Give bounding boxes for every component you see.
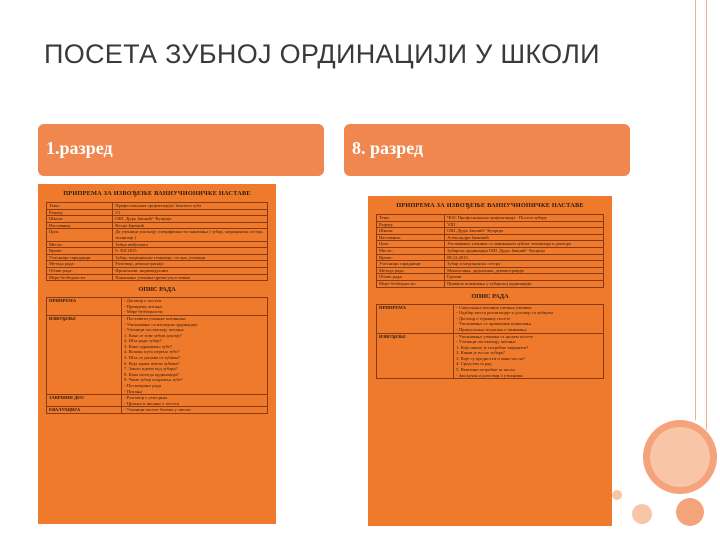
grade-8-steps-table bbox=[376, 304, 604, 380]
table-row bbox=[47, 209, 268, 216]
grade-1-header: 1.разред bbox=[38, 124, 324, 176]
row-label: Школа: bbox=[47, 216, 113, 223]
grade-1-lesson-plan bbox=[38, 184, 276, 524]
grade-8-lesson-plan bbox=[368, 196, 612, 526]
grade-8-info-table bbox=[376, 214, 604, 288]
row-label: Школа: bbox=[377, 228, 445, 235]
table-row bbox=[47, 222, 268, 229]
row-value: Монолошка, дијалошка, демонстрације bbox=[445, 267, 604, 274]
table-row bbox=[377, 333, 604, 379]
row-label: Мере безбедности: bbox=[377, 280, 445, 287]
row-value: - Упознавање ученика са циљем посете - Ученици постављају питања: 1. Које школе је потребно завршити? 2. Какав је посао зубара? 3. Које су предности и мане посла? 4. Средства за рад 5. Вештине потребне за посао - Закључак и разговор о утисцима bbox=[454, 333, 604, 379]
row-value: ЧОС Професионална оријентација - Посета зубару bbox=[445, 215, 604, 222]
row-value: - Поставити ученике питањима - Упознавање са изгледом ординације - Ученици постављају питања: 1. Како се зове зубни доктор? 2. Шта ради зубар? 3. Како одржавамо зубе? 4. Колико пута перемо зубе? 5. Шта се дешава са зубима? 6. Која храна штети зубима? 7. Зашто идемо код зубара? 8. Како изгледа ординација? 9. Чиме зубар поправља зубе? - Посматрање рада - Питања bbox=[122, 315, 268, 394]
row-label: Разред: bbox=[47, 209, 113, 216]
row-label: Место: bbox=[47, 241, 113, 248]
grade-1-section-title: ОПИС РАДА bbox=[138, 286, 176, 294]
row-label: Учесници сарадници: bbox=[47, 254, 113, 261]
table-row bbox=[377, 304, 604, 333]
table-row bbox=[47, 298, 268, 316]
table-row bbox=[47, 407, 268, 414]
row-label: Циљ: bbox=[47, 229, 113, 241]
row-label: ЗАВРШНИ ДЕО bbox=[47, 395, 122, 407]
table-row bbox=[377, 254, 604, 261]
row-label: Циљ: bbox=[377, 241, 445, 248]
row-value: Понашање ученика према упутствима bbox=[113, 274, 268, 281]
table-row bbox=[47, 254, 268, 261]
table-row bbox=[377, 234, 604, 241]
row-label: Тема: bbox=[377, 215, 445, 222]
table-row bbox=[47, 203, 268, 210]
decorative-circle bbox=[612, 490, 622, 500]
row-value: Весна Јеремић bbox=[113, 222, 268, 229]
row-value: Разговор, демонстрација bbox=[113, 261, 268, 268]
row-value: Зубарска ординација ОШ „Ђуро Јакшић“ Ћуприја bbox=[445, 247, 604, 254]
row-label: Наставник: bbox=[377, 234, 445, 241]
row-label: Облик рада: bbox=[377, 274, 445, 281]
table-row bbox=[47, 261, 268, 268]
row-label: Разред: bbox=[377, 221, 445, 228]
row-value: - Сакупљање писаних питања ученика - Одабир места реализације и договор са зубаром - Договор о термину посете - Упознавање са правилима понашања - Прикупљање података о занимању bbox=[454, 304, 604, 333]
decorative-circle bbox=[676, 498, 704, 526]
row-value: Зубар и медицинска сестра bbox=[445, 261, 604, 268]
row-value: - Ученици посете бележе у свеске bbox=[122, 407, 268, 414]
row-label: Време: bbox=[377, 254, 445, 261]
row-value: Фронтални, индивидуални bbox=[113, 267, 268, 274]
grade-1-info-table bbox=[46, 202, 268, 281]
table-row bbox=[47, 248, 268, 255]
row-value: ОШ „Ђуро Јакшић“ Ћуприја bbox=[445, 228, 604, 235]
table-row bbox=[377, 215, 604, 222]
table-row bbox=[47, 267, 268, 274]
row-label: ИЗВОЂЕЊЕ bbox=[377, 333, 454, 379]
row-value: Правила понашања у зубарској ординацији bbox=[445, 280, 604, 287]
grade-1-steps-table bbox=[46, 297, 268, 414]
row-label: Метода рада: bbox=[377, 267, 445, 274]
row-value: VIII bbox=[445, 221, 604, 228]
table-row bbox=[377, 280, 604, 287]
decorative-line bbox=[706, 0, 707, 430]
row-label: Наставник: bbox=[47, 222, 113, 229]
row-label: ЕВАЛУАЦИЈА bbox=[47, 407, 122, 414]
row-value: ОШ „Ђуро Јакшић“ Ћуприја bbox=[113, 216, 268, 223]
row-label: Мере безбедности: bbox=[47, 274, 113, 281]
decorative-circle bbox=[650, 427, 710, 487]
row-label: Тема: bbox=[47, 203, 113, 210]
row-value: 9. XII 2015. bbox=[113, 248, 268, 255]
row-value: Упознавање ученика са занимањем зубног техничара и доктора bbox=[445, 241, 604, 248]
table-row bbox=[47, 315, 268, 394]
row-value: - Разговор о утисцима - Цртање и писање о посети bbox=[122, 395, 268, 407]
row-label: Време: bbox=[47, 248, 113, 255]
row-label: ПРИПРЕМА bbox=[47, 298, 122, 316]
row-value: Да ученици упознају специфичности занимања ( зубар, медицинска сестра, техничар ) bbox=[113, 229, 268, 241]
row-label: Учесници сарадници: bbox=[377, 261, 445, 268]
row-label: ПРИПРЕМА bbox=[377, 304, 454, 333]
row-value: 08.12.2015. bbox=[445, 254, 604, 261]
row-value: - Договор о посети - Припрема питања - Мере безбедности bbox=[122, 298, 268, 316]
table-row bbox=[47, 274, 268, 281]
row-label: Место: bbox=[377, 247, 445, 254]
table-row bbox=[377, 274, 604, 281]
table-row bbox=[47, 229, 268, 241]
row-value: Зубна амбуланта bbox=[113, 241, 268, 248]
row-value: Александра Јанковић bbox=[445, 234, 604, 241]
row-label: ИЗВОЂЕЊЕ bbox=[47, 315, 122, 394]
row-value: Зубар, медицински техничар, сестра, ученици bbox=[113, 254, 268, 261]
row-value: Групни bbox=[445, 274, 604, 281]
table-row bbox=[377, 241, 604, 248]
row-value: I/1 bbox=[113, 209, 268, 216]
table-row bbox=[377, 228, 604, 235]
table-row bbox=[47, 216, 268, 223]
table-row bbox=[377, 261, 604, 268]
table-row bbox=[47, 395, 268, 407]
grade-8-section-title: ОПИС РАДА bbox=[471, 292, 509, 300]
table-row bbox=[377, 267, 604, 274]
table-row bbox=[377, 247, 604, 254]
table-row bbox=[47, 241, 268, 248]
grade-1-plan-heading: ПРИПРЕМА ЗА ИЗВОЂЕЊЕ ВАННУЧИОНИЧКЕ НАСТАВЕ bbox=[63, 190, 251, 197]
grade-8-header: 8. разред bbox=[344, 124, 630, 176]
decorative-line bbox=[695, 0, 696, 420]
table-row bbox=[377, 221, 604, 228]
slide-title: ПОСЕТА ЗУБНОЈ ОРДИНАЦИЈИ У ШКОЛИ bbox=[44, 39, 600, 69]
grade-8-plan-heading: ПРИПРЕМА ЗА ИЗВОЂЕЊЕ ВАННУЧИОНИЧКЕ НАСТАВЕ bbox=[396, 202, 584, 209]
row-label: Облик рада: bbox=[47, 267, 113, 274]
row-value: Професионална оријентација/ Заштита зуба bbox=[113, 203, 268, 210]
decorative-circle bbox=[632, 504, 652, 524]
row-label: Метода рада: bbox=[47, 261, 113, 268]
